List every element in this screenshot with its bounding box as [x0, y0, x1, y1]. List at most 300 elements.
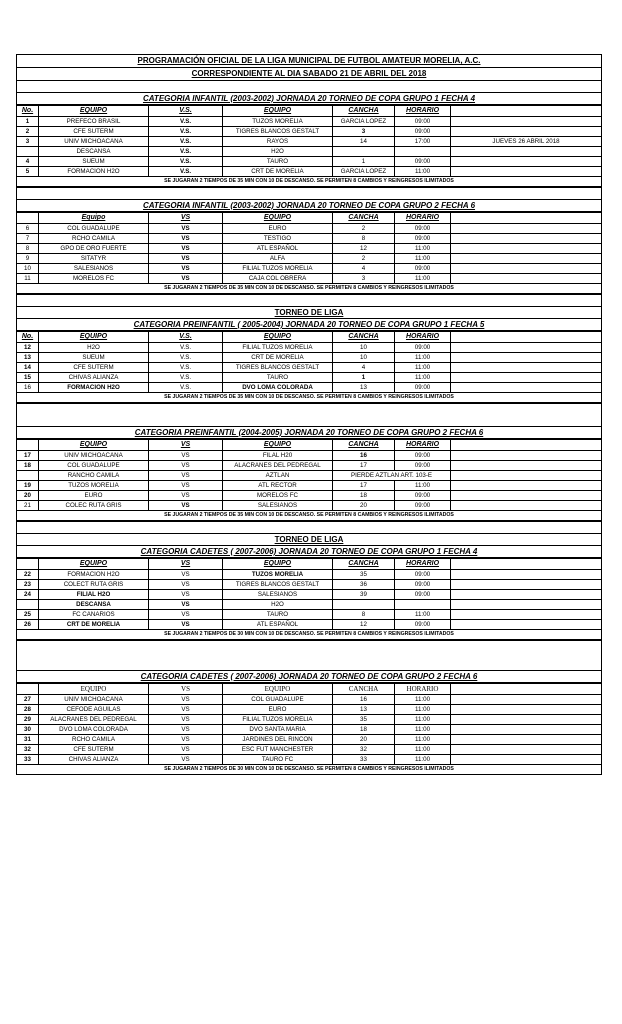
field: 3: [333, 274, 395, 284]
section-title: CATEGORIA PREINFANTIL ( 2005-2004) JORNADA 20 TORNEO DE COPA GRUPO 1 FECHA 5: [16, 318, 602, 331]
remark: [451, 715, 602, 725]
column-header: EQUIPO: [223, 106, 333, 117]
table-row: [17, 491, 602, 501]
away-team: CRT DE MORELIA: [223, 353, 333, 363]
versus: V.S.: [149, 363, 223, 373]
table-row: [17, 254, 602, 264]
remark: [451, 363, 602, 373]
versus: VS: [149, 735, 223, 745]
field: 10: [333, 353, 395, 363]
column-header: EQUIPO: [39, 440, 149, 451]
away-team: ATL ESPAÑOL: [223, 244, 333, 254]
field: 13: [333, 383, 395, 393]
home-team: SUEUM: [39, 353, 149, 363]
time: 11:00: [395, 610, 451, 620]
away-team: CRT DE MORELIA: [223, 167, 333, 177]
time: 09:00: [395, 580, 451, 590]
column-header: CANCHA: [333, 106, 395, 117]
field: 13: [333, 705, 395, 715]
remark: [451, 234, 602, 244]
home-team: DESCANSA: [39, 600, 149, 610]
section-title: CATEGORIA PREINFANTIL (2004-2005) JORNADA 20 TORNEO DE COPA GRUPO 2 FECHA 6: [16, 426, 602, 439]
match-number: 16: [17, 383, 39, 393]
column-header: VS: [149, 559, 223, 570]
away-team: SALESIANOS: [223, 501, 333, 511]
versus: VS: [149, 274, 223, 284]
versus: V.S.: [149, 157, 223, 167]
time: 09:00: [395, 117, 451, 127]
remark: [451, 264, 602, 274]
versus: VS: [149, 451, 223, 461]
match-number: 33: [17, 755, 39, 765]
away-team: FILIAL TUZOS MORELIA: [223, 715, 333, 725]
time: 09:00: [395, 157, 451, 167]
remark: [451, 491, 602, 501]
table-header-row: [17, 684, 602, 695]
table-row: [17, 224, 602, 234]
time: 11:00: [395, 705, 451, 715]
field: 14: [333, 137, 395, 147]
table-header-row: [17, 213, 602, 224]
match-number: 19: [17, 481, 39, 491]
column-header: EQUIPO: [223, 213, 333, 224]
home-team: UNIV MICHOACANA: [39, 451, 149, 461]
schedule-table: [16, 105, 602, 177]
remark: [451, 745, 602, 755]
column-header: [451, 332, 602, 343]
home-team: FC CANARIOS: [39, 610, 149, 620]
column-header: VS: [149, 684, 223, 695]
match-number: [17, 147, 39, 157]
spacer: [16, 294, 602, 306]
table-row: [17, 363, 602, 373]
away-team: H2O: [223, 147, 333, 157]
column-header: [451, 106, 602, 117]
spacer: [16, 187, 602, 199]
away-team: DVO LOMA COLORADA: [223, 383, 333, 393]
document-title: PROGRAMACIÓN OFICIAL DE LA LIGA MUNICIPAL DE FUTBOL AMATEUR MORELIA, A.C.: [16, 54, 602, 67]
home-team: SITATYR: [39, 254, 149, 264]
away-team: FILIAL TUZOS MORELIA: [223, 343, 333, 353]
home-team: RCHO CAMILA: [39, 234, 149, 244]
table-header-row: [17, 106, 602, 117]
column-header: EQUIPO: [223, 684, 333, 695]
remark: [451, 353, 602, 363]
column-header: No.: [17, 332, 39, 343]
spacer: [16, 652, 602, 670]
match-number: 11: [17, 274, 39, 284]
match-number: 14: [17, 363, 39, 373]
versus: V.S.: [149, 137, 223, 147]
home-team: UNIV MICHOACANA: [39, 695, 149, 705]
schedule-table: [16, 558, 602, 630]
versus: V.S.: [149, 383, 223, 393]
remark: [451, 254, 602, 264]
column-header: CANCHA: [333, 332, 395, 343]
away-team: COL GUADALUPE: [223, 695, 333, 705]
remark: [451, 481, 602, 491]
rules-note: SE JUGARAN 2 TIEMPOS DE 30 MIN CON 10 DE DESCANSO. SE PERMITEN 8 CAMBIOS Y REINGRESOS ILIMITADOS: [16, 630, 602, 640]
time: 09:00: [395, 451, 451, 461]
match-number: 13: [17, 353, 39, 363]
match-number: 8: [17, 244, 39, 254]
time: [395, 147, 451, 157]
away-team: TAURO FC: [223, 755, 333, 765]
time: 09:00: [395, 501, 451, 511]
versus: V.S.: [149, 127, 223, 137]
field: 39: [333, 590, 395, 600]
versus: VS: [149, 755, 223, 765]
home-team: COL GUADALUPE: [39, 224, 149, 234]
field: 10: [333, 343, 395, 353]
time: 09:00: [395, 590, 451, 600]
table-row: [17, 600, 602, 610]
remark: [451, 373, 602, 383]
time: 11:00: [395, 274, 451, 284]
match-number: 3: [17, 137, 39, 147]
time: [395, 600, 451, 610]
remark: [451, 127, 602, 137]
match-number: 9: [17, 254, 39, 264]
away-team: MORELOS FC: [223, 491, 333, 501]
away-team: TAURO: [223, 157, 333, 167]
table-header-row: [17, 332, 602, 343]
away-team: CAJA COL OBRERA: [223, 274, 333, 284]
field: 2: [333, 224, 395, 234]
away-team: TAURO: [223, 610, 333, 620]
time: 09:00: [395, 343, 451, 353]
table-row: [17, 343, 602, 353]
table-row: [17, 383, 602, 393]
schedule-sheet: [16, 54, 602, 775]
time: 11:00: [395, 725, 451, 735]
column-header: CANCHA: [333, 684, 395, 695]
versus: VS: [149, 264, 223, 274]
remark: [451, 244, 602, 254]
column-header: HORARIO: [395, 213, 451, 224]
column-header: No.: [17, 106, 39, 117]
remark: [451, 735, 602, 745]
away-team: ALACRANES DEL PEDREGAL: [223, 461, 333, 471]
column-header: [451, 684, 602, 695]
remark: [451, 705, 602, 715]
versus: V.S.: [149, 373, 223, 383]
time: 09:00: [395, 383, 451, 393]
home-team: FORMACION H2O: [39, 570, 149, 580]
table-row: [17, 755, 602, 765]
schedule-table: [16, 683, 602, 765]
column-header: [17, 559, 39, 570]
column-header: V.S.: [149, 106, 223, 117]
column-header: EQUIPO: [39, 684, 149, 695]
section-title: CATEGORIA CADETES ( 2007-2006) JORNADA 20 TORNEO DE COPA GRUPO 2 FECHA 6: [16, 670, 602, 683]
table-row: [17, 570, 602, 580]
versus: VS: [149, 580, 223, 590]
time: 11:00: [395, 755, 451, 765]
away-team: TUZOS MORELIA: [223, 117, 333, 127]
column-header: EQUIPO: [39, 332, 149, 343]
column-header: Equipo: [39, 213, 149, 224]
match-number: 26: [17, 620, 39, 630]
column-header: EQUIPO: [223, 559, 333, 570]
time: 11:00: [395, 695, 451, 705]
home-team: DESCANSA: [39, 147, 149, 157]
home-team: CFE SUTERM: [39, 363, 149, 373]
column-header: VS: [149, 440, 223, 451]
table-row: [17, 127, 602, 137]
field: 20: [333, 501, 395, 511]
field: 33: [333, 755, 395, 765]
table-row: [17, 695, 602, 705]
home-team: CFE SUTERM: [39, 127, 149, 137]
column-header: V.S.: [149, 332, 223, 343]
home-team: CHIVAS ALIANZA: [39, 755, 149, 765]
field: 35: [333, 715, 395, 725]
away-team: TUZOS MORELIA: [223, 570, 333, 580]
home-team: H2O: [39, 343, 149, 353]
column-header: [451, 213, 602, 224]
field: PIERDE AZTLAN ART. 103-E: [333, 471, 451, 481]
match-number: [17, 600, 39, 610]
time: 09:00: [395, 224, 451, 234]
time: 11:00: [395, 745, 451, 755]
match-number: 10: [17, 264, 39, 274]
home-team: FILIAL H2O: [39, 590, 149, 600]
home-team: COLECT RUTA GRIS: [39, 580, 149, 590]
spacer: [16, 403, 602, 415]
field: 4: [333, 363, 395, 373]
versus: V.S.: [149, 147, 223, 157]
league-label: TORNEO DE LIGA: [16, 306, 602, 318]
remark: [451, 590, 602, 600]
match-number: 22: [17, 570, 39, 580]
field: 8: [333, 610, 395, 620]
document-date: CORRESPONDIENTE AL DIA SABADO 21 DE ABRIL DEL 2018: [16, 67, 602, 81]
match-number: 15: [17, 373, 39, 383]
remark: [451, 695, 602, 705]
league-label: TORNEO DE LIGA: [16, 533, 602, 545]
table-row: [17, 137, 602, 147]
versus: VS: [149, 695, 223, 705]
time: 09:00: [395, 234, 451, 244]
match-number: 12: [17, 343, 39, 353]
away-team: AZTLAN: [223, 471, 333, 481]
field: GARCIA LOPEZ: [333, 167, 395, 177]
match-number: 27: [17, 695, 39, 705]
column-header: HORARIO: [395, 332, 451, 343]
match-number: 21: [17, 501, 39, 511]
match-number: 24: [17, 590, 39, 600]
match-number: 31: [17, 735, 39, 745]
time: 11:00: [395, 254, 451, 264]
versus: VS: [149, 254, 223, 264]
field: 12: [333, 620, 395, 630]
match-number: 17: [17, 451, 39, 461]
spacer: [16, 640, 602, 652]
home-team: COL GUADALUPE: [39, 461, 149, 471]
remark: [451, 471, 602, 481]
remark: [451, 600, 602, 610]
time: 11:00: [395, 735, 451, 745]
away-team: TESTIGO: [223, 234, 333, 244]
table-row: [17, 705, 602, 715]
remark: [451, 224, 602, 234]
time: 11:00: [395, 363, 451, 373]
away-team: FILAL H20: [223, 451, 333, 461]
rules-note: SE JUGARAN 2 TIEMPOS DE 30 MIN CON 10 DE DESCANSO. SE PERMITEN 8 CAMBIOS Y REINGRESOS ILIMITADOS: [16, 765, 602, 775]
away-team: ATL RECTOR: [223, 481, 333, 491]
match-number: 30: [17, 725, 39, 735]
column-header: HORARIO: [395, 684, 451, 695]
match-number: 1: [17, 117, 39, 127]
remark: [451, 147, 602, 157]
table-row: [17, 610, 602, 620]
table-row: [17, 745, 602, 755]
remark: [451, 461, 602, 471]
schedule-table: [16, 331, 602, 393]
field: 36: [333, 580, 395, 590]
column-header: CANCHA: [333, 213, 395, 224]
table-row: [17, 735, 602, 745]
away-team: JARDINES DEL RINCON: [223, 735, 333, 745]
match-number: [17, 471, 39, 481]
field: 3: [333, 127, 395, 137]
column-header: [451, 559, 602, 570]
table-row: [17, 157, 602, 167]
home-team: PREFECO BRASIL: [39, 117, 149, 127]
column-header: CANCHA: [333, 440, 395, 451]
field: 16: [333, 695, 395, 705]
column-header: VS: [149, 213, 223, 224]
column-header: EQUIPO: [39, 106, 149, 117]
away-team: ESC FUT MANCHESTER: [223, 745, 333, 755]
remark: [451, 501, 602, 511]
remark: [451, 343, 602, 353]
away-team: TIGRES BLANCOS GESTALT: [223, 363, 333, 373]
time: 17:00: [395, 137, 451, 147]
remark: [451, 167, 602, 177]
table-row: [17, 353, 602, 363]
versus: VS: [149, 715, 223, 725]
away-team: FILIAL TUZOS MORELIA: [223, 264, 333, 274]
versus: VS: [149, 481, 223, 491]
away-team: TIGRES BLANCOS GESTALT: [223, 580, 333, 590]
away-team: EURO: [223, 224, 333, 234]
away-team: ALFA: [223, 254, 333, 264]
match-number: 32: [17, 745, 39, 755]
table-row: [17, 580, 602, 590]
remark: [451, 451, 602, 461]
field: [333, 147, 395, 157]
field: GARCIA LOPEZ: [333, 117, 395, 127]
field: 17: [333, 481, 395, 491]
section-title: CATEGORIA INFANTIL (2003-2002) JORNADA 20 TORNEO DE COPA GRUPO 2 FECHA 6: [16, 199, 602, 212]
time: 09:00: [395, 264, 451, 274]
remark: JUEVES 26 ABRIL 2018: [451, 137, 602, 147]
match-number: 2: [17, 127, 39, 137]
table-row: [17, 244, 602, 254]
time: 11:00: [395, 167, 451, 177]
match-number: 5: [17, 167, 39, 177]
match-number: 4: [17, 157, 39, 167]
rules-note: SE JUGARAN 2 TIEMPOS DE 35 MIN CON 10 DE DESCANSO. SE PERMITEN 8 CAMBIOS Y REINGRESOS ILIMITADOS: [16, 284, 602, 294]
column-header: HORARIO: [395, 106, 451, 117]
column-header: [17, 684, 39, 695]
versus: VS: [149, 725, 223, 735]
time: 11:00: [395, 353, 451, 363]
time: 11:00: [395, 244, 451, 254]
column-header: EQUIPO: [223, 440, 333, 451]
time: 11:00: [395, 715, 451, 725]
time: 09:00: [395, 127, 451, 137]
away-team: TIGRES BLANCOS GESTALT: [223, 127, 333, 137]
home-team: RCHO CAMILA: [39, 735, 149, 745]
time: 09:00: [395, 570, 451, 580]
versus: VS: [149, 461, 223, 471]
table-row: [17, 147, 602, 157]
home-team: CEFODE AGUILAS: [39, 705, 149, 715]
away-team: TAURO: [223, 373, 333, 383]
away-team: DVO SANTA MARIA: [223, 725, 333, 735]
match-number: 18: [17, 461, 39, 471]
column-header: HORARIO: [395, 559, 451, 570]
home-team: DVO LOMA COLORADA: [39, 725, 149, 735]
time: 09:00: [395, 461, 451, 471]
home-team: SUEUM: [39, 157, 149, 167]
time: 11:00: [395, 373, 451, 383]
home-team: GPO DE ORO FUERTE: [39, 244, 149, 254]
remark: [451, 157, 602, 167]
match-number: 20: [17, 491, 39, 501]
versus: VS: [149, 590, 223, 600]
versus: VS: [149, 745, 223, 755]
home-team: CFE SUTERM: [39, 745, 149, 755]
spacer: [16, 521, 602, 533]
sections-container: [16, 92, 602, 775]
table-header-row: [17, 559, 602, 570]
rules-note: SE JUGARAN 2 TIEMPOS DE 35 MIN CON 10 DE DESCANSO. SE PERMITEN 8 CAMBIOS Y REINGRESOS ILIMITADOS: [16, 511, 602, 521]
remark: [451, 725, 602, 735]
away-team: RAYOS: [223, 137, 333, 147]
table-row: [17, 451, 602, 461]
table-row: [17, 274, 602, 284]
field: 1: [333, 373, 395, 383]
home-team: MORELOS FC: [39, 274, 149, 284]
rules-note: SE JUGARAN 2 TIEMPOS DE 35 MIN CON 10 DE DESCANSO. SE PERMITEN 8 CAMBIOS Y REINGRESOS ILIMITADOS: [16, 177, 602, 187]
remark: [451, 570, 602, 580]
remark: [451, 755, 602, 765]
field: 12: [333, 244, 395, 254]
versus: V.S.: [149, 167, 223, 177]
home-team: UNIV MICHOACANA: [39, 137, 149, 147]
field: 4: [333, 264, 395, 274]
column-header: EQUIPO: [39, 559, 149, 570]
versus: VS: [149, 570, 223, 580]
table-row: [17, 620, 602, 630]
away-team: SALESIANOS: [223, 590, 333, 600]
versus: VS: [149, 491, 223, 501]
away-team: ATL ESPAÑOL: [223, 620, 333, 630]
versus: V.S.: [149, 353, 223, 363]
field: 35: [333, 570, 395, 580]
remark: [451, 620, 602, 630]
remark: [451, 383, 602, 393]
home-team: EURO: [39, 491, 149, 501]
column-header: HORARIO: [395, 440, 451, 451]
column-header: EQUIPO: [223, 332, 333, 343]
field: 8: [333, 234, 395, 244]
field: 18: [333, 725, 395, 735]
